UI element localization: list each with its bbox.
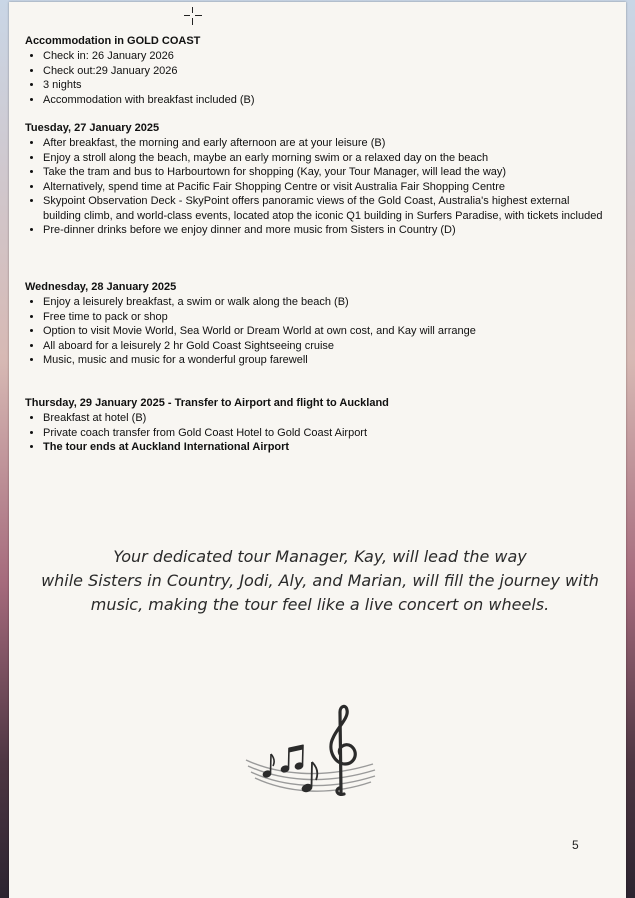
section-tuesday [25,121,605,238]
section-accommodation [25,34,605,107]
section-heading: Tuesday, 27 January 2025 [25,122,160,134]
list-item: • 3 nights [43,78,605,93]
list-item: • Alternatively, spend time at Pacific Fair Shopping Centre or visit Australia Fair Shopping Centre [43,180,605,195]
section-wednesday [25,280,605,368]
list-item: • The tour ends at Auckland International Airport [43,440,605,455]
list-item: • Music, music and music for a wonderful group farewell [43,353,605,368]
list-item: • Check out:29 January 2026 [43,64,605,79]
list-item: • Enjoy a leisurely breakfast, a swim or walk along the beach (B) [43,295,605,310]
list-item: • Breakfast at hotel (B) [43,411,605,426]
quote-line: music, making the tour feel like a live concert on wheels. [90,595,550,614]
list-item: • Private coach transfer from Gold Coast Hotel to Gold Coast Airport [43,426,605,441]
list-item: • Accommodation with breakfast included (B) [43,93,605,108]
section-heading: Wednesday, 28 January 2025 [25,281,177,293]
list-item: • After breakfast, the morning and early afternoon are at your leisure (B) [43,136,605,151]
section-thursday [25,396,605,455]
list-item: • Pre-dinner drinks before we enjoy dinner and more music from Sisters in Country (D) [43,223,605,238]
list-item: • Take the tram and bus to Harbourtown for shopping (Kay, your Tour Manager, will lead the way) [43,165,605,180]
list-item: • Free time to pack or shop [43,310,605,325]
quote-line: Your dedicated tour Manager, Kay, will lead the way [113,547,527,566]
list-item: • Option to visit Movie World, Sea World or Dream World at own cost, and Kay will arrange [43,324,605,339]
section-heading: Accommodation in GOLD COAST [25,35,201,47]
list-item: • Enjoy a stroll along the beach, maybe an early morning swim or a relaxed day on the beach [43,151,605,166]
crosshair-cursor-icon [184,7,202,25]
tour-quote [25,545,615,617]
music-notes-icon [241,702,376,802]
quote-line: while Sisters in Country, Jodi, Aly, and Marian, will fill the journey with [41,571,599,590]
list-item: • Skypoint Observation Deck - SkyPoint offers panoramic views of the Gold Coast, Australia's highest external building climb, and world-class events, located atop the iconic Q1 building in Surfers Paradise, with tickets included [43,194,605,223]
list-item: • All aboard for a leisurely 2 hr Gold Coast Sightseeing cruise [43,339,605,354]
page-number: 5 [572,838,579,852]
document-page [9,2,626,898]
list-item: • Check in: 26 January 2026 [43,49,605,64]
section-heading: Thursday, 29 January 2025 - Transfer to Airport and flight to Auckland [25,397,389,409]
